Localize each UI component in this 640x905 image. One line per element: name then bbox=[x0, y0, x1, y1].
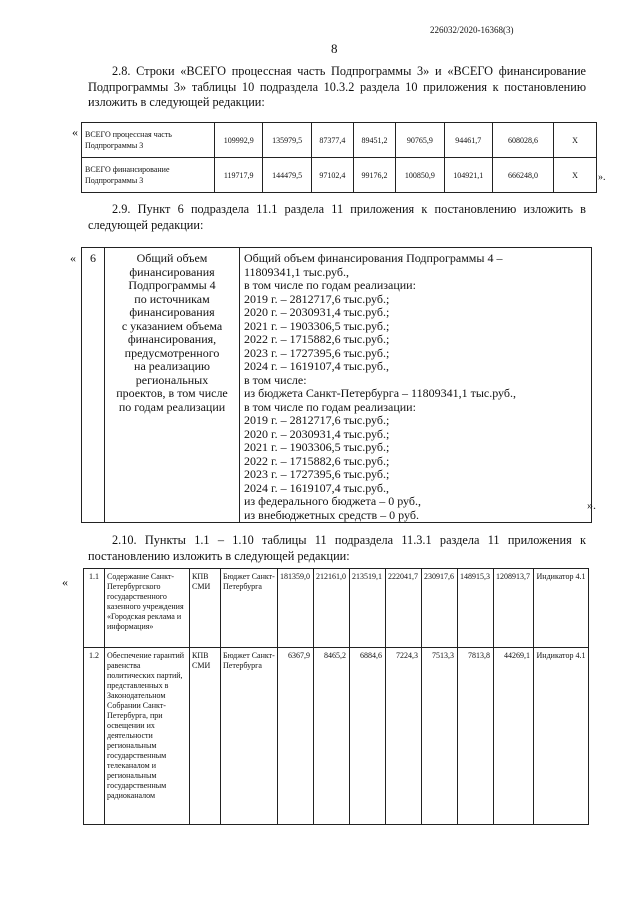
table2-open-quote: « bbox=[70, 251, 76, 265]
cell: 230917,6 bbox=[422, 569, 458, 648]
item-content-line: 2024 г. – 1619107,4 тыс.руб., bbox=[244, 480, 389, 495]
item-content-line: 2019 г. – 2812717,6 тыс.руб.; bbox=[244, 413, 390, 427]
row-number: 1.1 bbox=[84, 569, 105, 648]
item-content-line: 2023 г. – 1727395,6 тыс.руб.; bbox=[244, 467, 390, 481]
cell: 44269,1 bbox=[494, 648, 534, 825]
cell: 6367,9 bbox=[278, 648, 314, 825]
table-row bbox=[82, 248, 592, 523]
section-2-9-text: 2.9. Пункт 6 подраздела 11.1 раздела 11 приложения к постановлению изложить в следующей редакции: bbox=[88, 202, 586, 232]
item-content-line: в том числе по годам реализации: bbox=[244, 278, 416, 292]
table-1 bbox=[81, 122, 597, 193]
item-content-line: 11809341,1 тыс.руб., bbox=[244, 264, 349, 279]
item-name-line: с указанием объема bbox=[121, 318, 223, 333]
item-name-line: финансирования bbox=[129, 264, 215, 279]
item-content-line: 2021 г. – 1903306,5 тыс.руб.; bbox=[244, 440, 390, 454]
item-content-line: в том числе: bbox=[244, 372, 307, 387]
cell: 8465,2 bbox=[314, 648, 350, 825]
item-name-line: Общий объем bbox=[136, 251, 208, 265]
item-name bbox=[105, 248, 240, 523]
table-2 bbox=[81, 247, 592, 523]
table1-open-quote: « bbox=[72, 125, 78, 139]
table-row bbox=[69, 648, 589, 825]
cell: 666248,0 bbox=[493, 158, 554, 193]
table-3 bbox=[69, 568, 589, 825]
item-name-line: Подпрограммы 4 bbox=[128, 278, 216, 292]
cell: 1208913,7 bbox=[494, 569, 534, 648]
item-content-line: 2022 г. – 1715882,6 тыс.руб.; bbox=[244, 453, 390, 468]
cell: 119717,9 bbox=[215, 158, 263, 193]
item-content-line: из бюджета Санкт-Петербурга – 11809341,1 тыс.руб., bbox=[244, 386, 517, 400]
cell: 97102,4 bbox=[311, 158, 353, 193]
cell: 6884,6 bbox=[350, 648, 386, 825]
row-label: ВСЕГО процессная часть Подпрограммы 3 bbox=[82, 123, 215, 158]
cell: 94461,7 bbox=[444, 123, 492, 158]
item-name-line: на реализацию bbox=[134, 359, 210, 373]
row-number: 1.2 bbox=[84, 648, 105, 825]
item-number: 6 bbox=[82, 248, 105, 523]
cell: 90765,9 bbox=[396, 123, 444, 158]
cell: Х bbox=[554, 158, 597, 193]
cell: 89451,2 bbox=[353, 123, 395, 158]
table-row bbox=[82, 158, 597, 193]
table-row bbox=[82, 123, 597, 158]
row-name: Содержание Санкт-Петербургского государственного казенного учреждения «Городская реклама и информация» bbox=[105, 569, 190, 648]
item-content-line: Общий объем финансирования Подпрограммы 4 – bbox=[244, 251, 503, 265]
item-name-line: региональных bbox=[135, 372, 209, 387]
row-label: ВСЕГО финансирование Подпрограммы 3 bbox=[82, 158, 215, 193]
cell: Х bbox=[554, 123, 597, 158]
table-row bbox=[69, 569, 589, 648]
item-content-line: из внебюджетных средств – 0 руб. bbox=[244, 507, 419, 522]
cell: 7813,8 bbox=[458, 648, 494, 825]
item-content-line: 2020 г. – 2030931,4 тыс.руб.; bbox=[244, 426, 390, 441]
cell: 212161,0 bbox=[314, 569, 350, 648]
row-name: Обеспечение гарантий равенства политических партий, представленных в Законодательном Собрании Санкт-Петербурга, при освещении их деятельности региональным государственным телеканалом и региональным государственным радиоканалом bbox=[105, 648, 190, 825]
table3-open-quote: « bbox=[62, 575, 68, 589]
item-content-line: 2023 г. – 1727395,6 тыс.руб.; bbox=[244, 345, 390, 360]
row-executor: КПВ СМИ bbox=[190, 648, 221, 825]
item-name-line: по источникам bbox=[134, 291, 210, 306]
cell: 109992,9 bbox=[215, 123, 263, 158]
cell: 104921,1 bbox=[444, 158, 492, 193]
cell: 7224,3 bbox=[386, 648, 422, 825]
item-name-line: финансирования bbox=[129, 305, 215, 319]
cell: 7513,3 bbox=[422, 648, 458, 825]
cell: 99176,2 bbox=[353, 158, 395, 193]
row-indicator: Индикатор 4.1 bbox=[534, 648, 589, 825]
item-name-line: финансирования, bbox=[127, 332, 217, 346]
row-source: Бюджет Санкт-Петербурга bbox=[221, 648, 278, 825]
item-name-line: по годам реализации bbox=[118, 399, 226, 414]
cell: 144479,5 bbox=[263, 158, 311, 193]
cell: 100850,9 bbox=[396, 158, 444, 193]
item-content-line: в том числе по годам реализации: bbox=[244, 399, 416, 414]
cell: 87377,4 bbox=[311, 123, 353, 158]
item-content-line: 2024 г. – 1619107,4 тыс.руб., bbox=[244, 359, 389, 373]
cell: 222041,7 bbox=[386, 569, 422, 648]
item-content-line: из федерального бюджета – 0 руб., bbox=[244, 494, 422, 508]
cell: 181359,0 bbox=[278, 569, 314, 648]
table1-close-quote: ». bbox=[598, 172, 606, 183]
section-2-8-text: 2.8. Строки «ВСЕГО процессная часть Подпрограммы 3» и «ВСЕГО финансирование Подпрограммы 3» таблицы 10 подраздела 10.3.2 раздела 10 приложения к постановлению изложить в следующей редакции: bbox=[88, 64, 586, 109]
section-2-10-text: 2.10. Пункты 1.1 – 1.10 таблицы 11 подраздела 11.3.1 раздела 11 приложения к постановлению изложить в следующей редакции: bbox=[88, 533, 586, 563]
cell: 148915,3 bbox=[458, 569, 494, 648]
page-number: 8 bbox=[331, 41, 338, 56]
item-name-line: проектов, в том числе bbox=[116, 386, 228, 400]
row-indicator: Индикатор 4.1 bbox=[534, 569, 589, 648]
item-content-line: 2022 г. – 1715882,6 тыс.руб.; bbox=[244, 332, 390, 346]
item-content-line: 2020 г. – 2030931,4 тыс.руб.; bbox=[244, 305, 390, 319]
item-content-line: 2019 г. – 2812717,6 тыс.руб.; bbox=[244, 291, 390, 306]
row-executor: КПВ СМИ bbox=[190, 569, 221, 648]
document-number: 226032/2020-16368(3) bbox=[430, 25, 514, 35]
cell: 213519,1 bbox=[350, 569, 386, 648]
item-content-line: 2021 г. – 1903306,5 тыс.руб.; bbox=[244, 318, 390, 333]
row-source: Бюджет Санкт-Петербурга bbox=[221, 569, 278, 648]
cell: 608028,6 bbox=[493, 123, 554, 158]
item-name-line: предусмотренного bbox=[124, 345, 220, 360]
table2-close-quote: ». bbox=[587, 498, 596, 512]
cell: 135979,5 bbox=[263, 123, 311, 158]
item-content bbox=[240, 248, 592, 523]
